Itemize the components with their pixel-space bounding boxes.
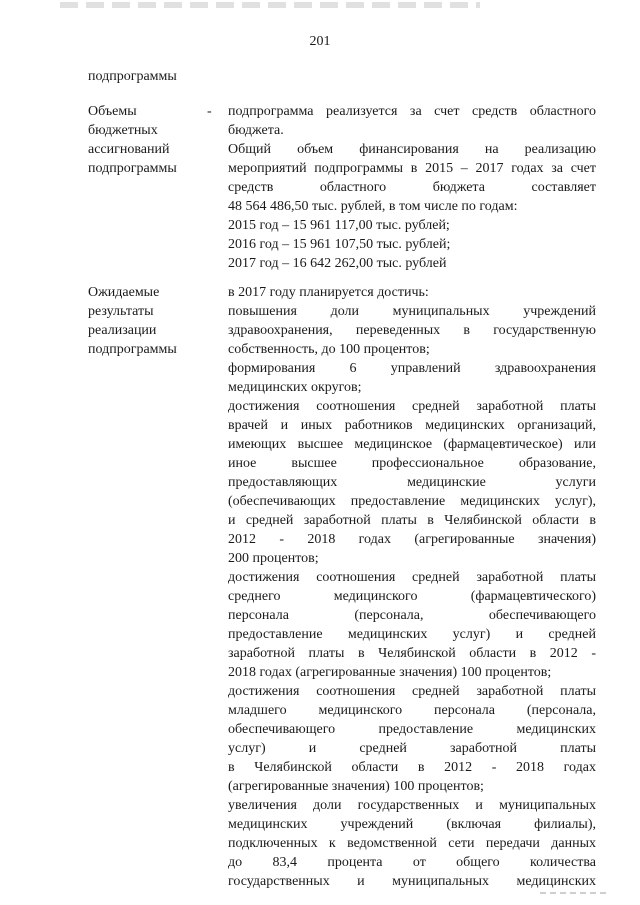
results-line: врачей и иных работников медицинских организаций, bbox=[228, 418, 596, 433]
results-line: 200 процентов; bbox=[228, 551, 319, 566]
budget-dash: - bbox=[207, 104, 212, 119]
budget-line: 48 564 486,50 тыс. рублей, в том числе по годам: bbox=[228, 199, 518, 214]
results-line: подключенных к ведомственной сети передачи данных bbox=[228, 836, 596, 851]
results-line: увеличения доли государственных и муниципальных bbox=[228, 798, 596, 813]
results-line: достижения соотношения средней заработной платы bbox=[228, 399, 596, 414]
label-line: бюджетных bbox=[88, 123, 158, 138]
label-line: реализации bbox=[88, 323, 157, 338]
results-line: персонала (персонала, обеспечивающего bbox=[228, 608, 596, 623]
label-line: Ожидаемые bbox=[88, 285, 160, 300]
budget-line: 2015 год – 15 961 117,00 тыс. рублей; bbox=[228, 218, 450, 233]
label-line: подпрограммы bbox=[88, 69, 177, 84]
results-line: (обеспечивающих предоставление медицинских услуг), bbox=[228, 494, 596, 509]
budget-line: мероприятий подпрограммы в 2015 – 2017 годах за счет bbox=[228, 161, 596, 176]
scan-header-artifact bbox=[60, 2, 480, 8]
results-content bbox=[228, 283, 596, 891]
results-line: предоставление медицинских услуг) и средней bbox=[228, 627, 596, 642]
results-line: услуг) и средней заработной платы bbox=[228, 741, 596, 756]
budget-line: 2017 год – 16 642 262,00 тыс. рублей bbox=[228, 256, 447, 271]
results-line: в 2017 году планируется достичь: bbox=[228, 285, 429, 300]
results-line: здравоохранения, переведенных в государственную bbox=[228, 323, 596, 338]
results-line: государственных и муниципальных медицинских bbox=[228, 874, 596, 889]
results-line: до 83,4 процента от общего количества bbox=[228, 855, 596, 870]
budget-line: подпрограмма реализуется за счет средств областного bbox=[228, 104, 596, 119]
results-line: медицинских учреждений (включая филиалы), bbox=[228, 817, 596, 832]
budget-line: средств областного бюджета составляет bbox=[228, 180, 596, 195]
results-line: 2018 годах (агрегированные значения) 100 процентов; bbox=[228, 665, 552, 680]
budget-label bbox=[88, 102, 210, 178]
results-line: младшего медицинского персонала (персонала, bbox=[228, 703, 596, 718]
results-line: медицинских округов; bbox=[228, 380, 362, 395]
label-line: ассигнований bbox=[88, 142, 170, 157]
results-line: среднего медицинского (фармацевтического) bbox=[228, 589, 596, 604]
label-line: подпрограммы bbox=[88, 161, 177, 176]
page-number: 201 bbox=[309, 34, 331, 49]
scan-footer-artifact bbox=[540, 892, 610, 894]
results-label bbox=[88, 283, 210, 359]
results-line: 2012 - 2018 годах (агрегированные значения) bbox=[228, 532, 596, 547]
results-line: и средней заработной платы в Челябинской области в bbox=[228, 513, 596, 528]
results-line: формирования 6 управлений здравоохранения bbox=[228, 361, 596, 376]
results-line: собственность, до 100 процентов; bbox=[228, 342, 430, 357]
continuation-label bbox=[88, 67, 210, 86]
results-line: заработной платы в Челябинской области в 2012 - bbox=[228, 646, 596, 661]
results-line: (агрегированные значения) 100 процентов; bbox=[228, 779, 484, 794]
results-line: обеспечивающего предоставление медицинских bbox=[228, 722, 596, 737]
results-line: предоставляющих медицинские услуги bbox=[228, 475, 596, 490]
budget-line: бюджета. bbox=[228, 123, 284, 138]
results-line: иное высшее профессиональное образование, bbox=[228, 456, 596, 471]
label-line: Объемы bbox=[88, 104, 137, 119]
budget-line: Общий объем финансирования на реализацию bbox=[228, 142, 596, 157]
results-line: повышения доли муниципальных учреждений bbox=[228, 304, 596, 319]
results-line: имеющих высшее медицинское (фармацевтическое) или bbox=[228, 437, 596, 452]
label-line: результаты bbox=[88, 304, 154, 319]
budget-line: 2016 год – 15 961 107,50 тыс. рублей; bbox=[228, 237, 451, 252]
results-line: достижения соотношения средней заработной платы bbox=[228, 684, 596, 699]
label-line: подпрограммы bbox=[88, 342, 177, 357]
budget-content bbox=[228, 102, 596, 273]
results-line: достижения соотношения средней заработной платы bbox=[228, 570, 596, 585]
results-line: в Челябинской области в 2012 - 2018 годах bbox=[228, 760, 596, 775]
